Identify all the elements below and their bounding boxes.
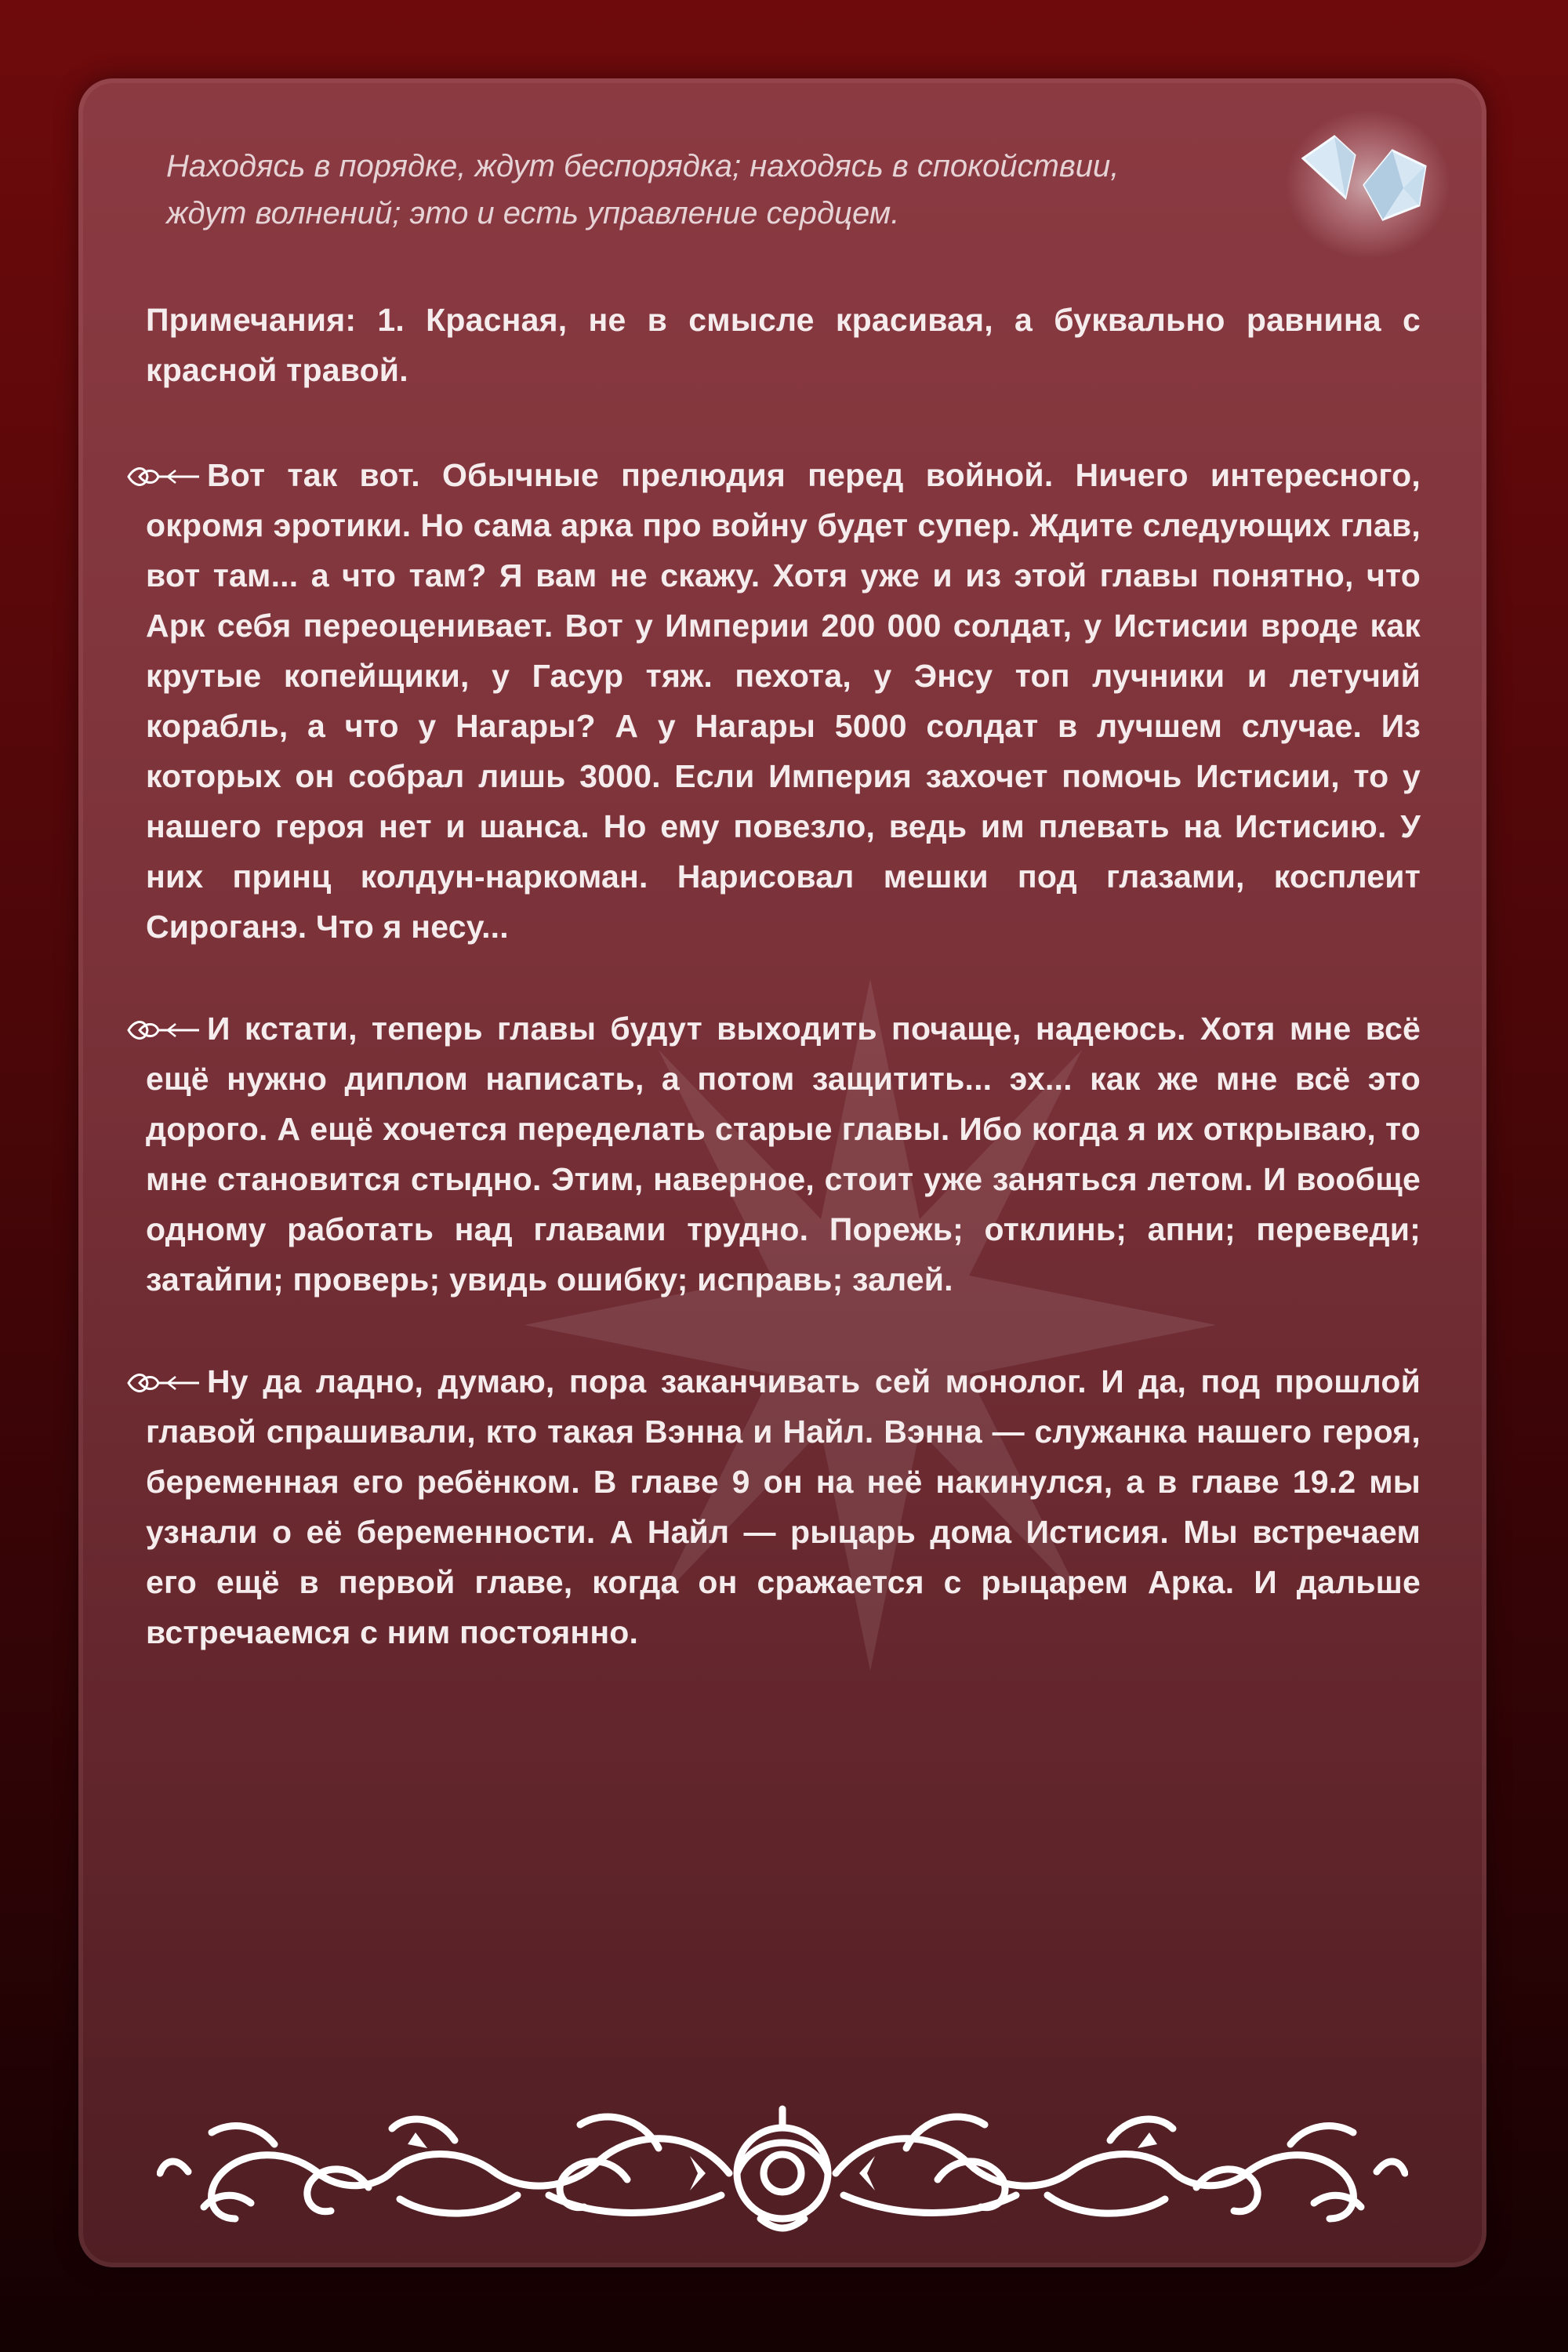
flourish-icon (124, 1013, 202, 1047)
commentary-paragraph-2 (146, 1004, 1421, 1305)
flourish-icon (124, 459, 202, 494)
commentary-paragraph-1 (146, 450, 1421, 952)
commentary-text-2: И кстати, теперь главы будут выходить почаще, надеюсь. Хотя мне всё ещё нужно диплом написать, а потом защитить... эх... как же мне всё это дорого. А ещё хочется переделать старые главы. Ибо когда я их открываю, то мне становится стыдно. Этим, наверное, стоит уже заняться летом. И вообще одному работать над главами трудно. Порежь; отклинь; апни; переведи; затайпи; проверь; увидь ошибку; исправь; залей. (146, 1011, 1421, 1298)
commentary-paragraph-3 (146, 1356, 1421, 1657)
notes-paragraph: Примечания: 1. Красная, не в смысле красивая, а буквально равнина с красной травой. (146, 302, 1421, 388)
crystal-icon (1286, 110, 1450, 259)
epigraph-quote (166, 143, 1303, 237)
quote-line-2: ждут волнений; это и есть управление сердцем. (166, 196, 900, 230)
quote-line-1: Находясь в порядке, ждут беспорядка; находясь в спокойствии, (166, 149, 1120, 183)
commentary-text-3: Ну да ладно, думаю, пора заканчивать сей монолог. И да, под прошлой главой спрашивали, кто такая Вэнна и Найл. Вэнна — служанка нашего героя, беременная его ребёнком. В главе 9 он на неё накинулся, а в главе 19.2 мы узнали о её беременности. А Найл — рыцарь дома Истисия. Мы встречаем его ещё в первой главе, когда он сражается с рыцарем Арка. И дальше встречаемся с ним постоянно. (146, 1363, 1421, 1650)
content-panel (78, 78, 1486, 2267)
tribal-ornament (157, 2101, 1408, 2234)
commentary-text-1: Вот так вот. Обычные прелюдия перед войной. Ничего интересного, окромя эротики. Но сама арка про войну будет супер. Ждите следующих глав, вот там... а что там? Я вам не скажу. Хотя уже и из этой главы понятно, что Арк себя переоценивает. Вот у Империи 200 000 солдат, у Истисии вроде как крутые копейщики, у Гасур тяж. пехота, у Энсу топ лучники и летучий корабль, а что у Нагары? А у Нагары 5000 солдат в лучшем случае. Из которых он собрал лишь 3000. Если Империя захочет помочь Истисии, то у нашего героя нет и шанса. Но ему повезло, ведь им плевать на Истисию. У них принц колдун-наркоман. Нарисовал мешки под глазами, косплеит Сироганэ. Что я несу... (146, 457, 1421, 945)
flourish-icon (124, 1366, 202, 1400)
